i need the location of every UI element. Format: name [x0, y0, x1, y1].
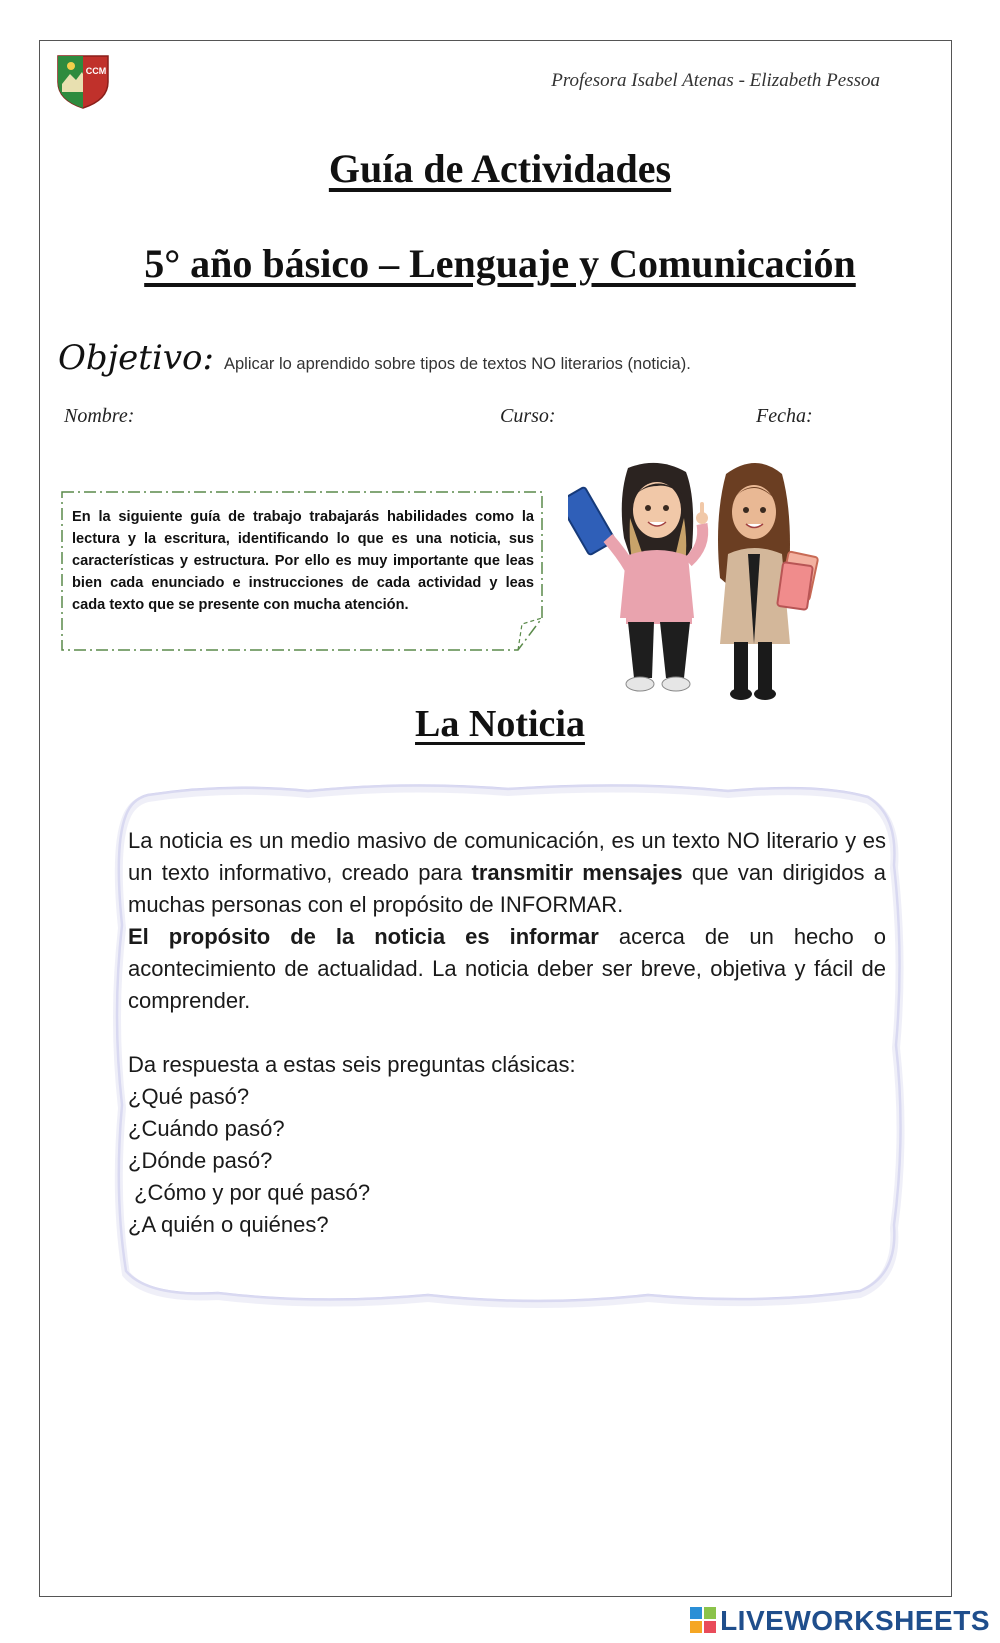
girls-illustration	[568, 458, 848, 716]
svg-text:CCM: CCM	[85, 66, 107, 76]
author-credit: Profesora Isabel Atenas - Elizabeth Pessoa	[551, 70, 880, 91]
intro-text: En la siguiente guía de trabajo trabajarás habilidades como la lectura y la escritura, identificando lo que es una noticia, sus características y estructura. Por ello es muy importante que leas bien cada enunciado e instrucciones de cada actividad y leas cada texto que se presente con mucha atención.	[72, 509, 534, 613]
objective	[58, 338, 691, 378]
brand-text: LIVEWORKSHEETS	[720, 1605, 990, 1636]
date-field-label: Fecha:	[756, 405, 813, 427]
section-title: La Noticia	[415, 703, 585, 745]
paragraph-definition: La noticia es un medio masivo de comunicación, es un texto NO literario y es un texto informativo, creado para transmitir mensajes que van dirigidos a muchas personas con el propósito de INFORMAR.	[128, 828, 887, 917]
question-item: ¿Cuándo pasó?	[128, 1116, 285, 1141]
questions-intro: Da respuesta a estas seis preguntas clásicas:	[128, 1052, 576, 1077]
question-item: ¿Dónde pasó?	[128, 1148, 273, 1173]
paragraph-purpose: El propósito de la noticia es informar acerca de un hecho o acontecimiento de actualidad. La noticia deber ser breve, objetiva y fácil de comprender.	[128, 924, 886, 1013]
liveworksheets-icon	[690, 1607, 716, 1635]
page-subtitle: 5° año básico – Lenguaje y Comunicación	[144, 241, 856, 286]
question-item: ¿Cómo y por qué pasó?	[128, 1180, 371, 1205]
course-field-label: Curso:	[500, 405, 556, 427]
school-logo	[54, 52, 112, 110]
question-item: ¿Qué pasó?	[128, 1084, 250, 1109]
question-item: ¿A quién o quiénes?	[128, 1212, 329, 1237]
page-title: Guía de Actividades	[328, 146, 672, 191]
name-field-label: Nombre:	[64, 405, 135, 427]
intro-box	[60, 490, 545, 652]
objective-text: Aplicar lo aprendido sobre tipos de textos NO literarios (noticia).	[223, 355, 691, 373]
objective-label: Objetivo:	[58, 338, 214, 378]
news-info-text	[128, 825, 886, 1241]
news-info-box	[108, 775, 908, 1310]
liveworksheets-brand	[690, 1605, 990, 1637]
